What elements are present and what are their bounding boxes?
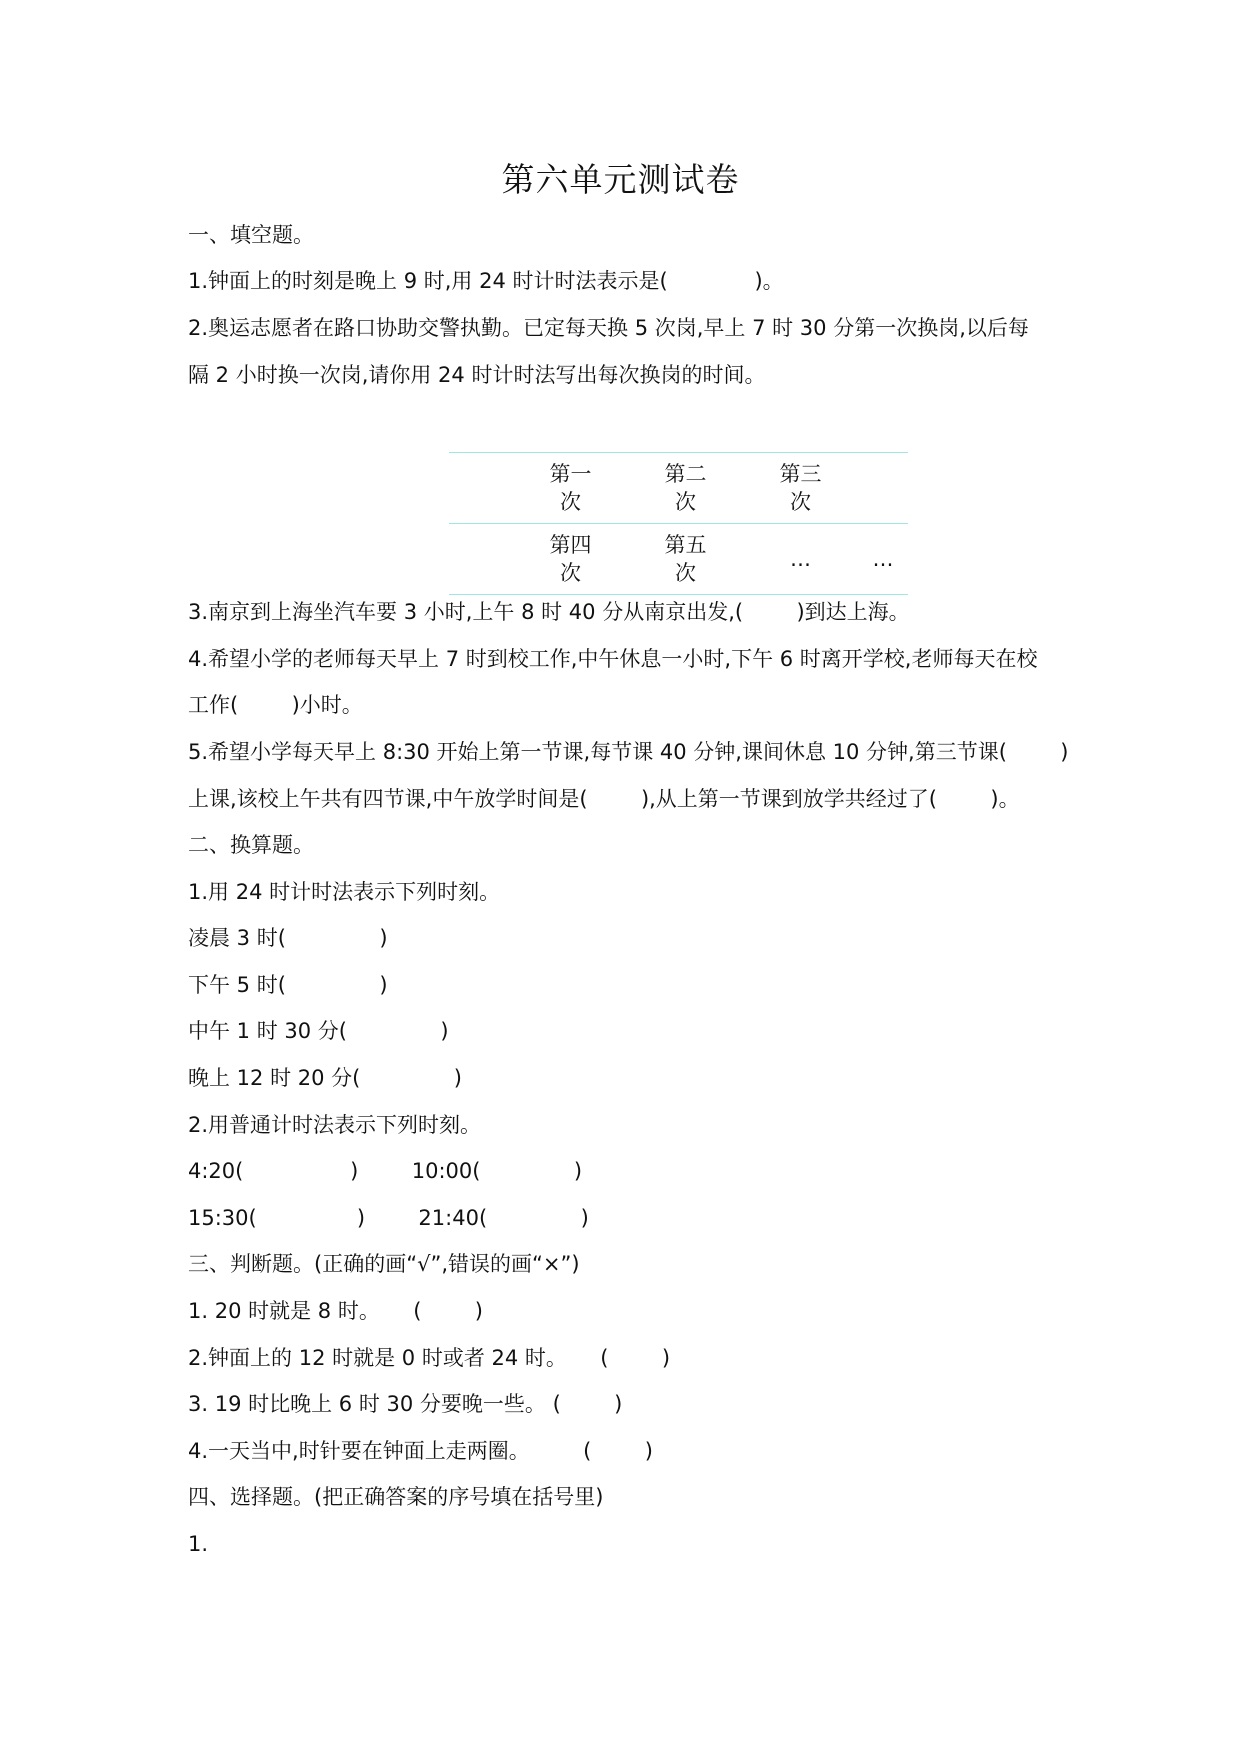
table-cell	[858, 453, 908, 524]
question-text: 隔 2 小时换一次岗,请你用 24 时计时法写出每次换岗的时间。	[188, 363, 766, 387]
section-heading: 四、选择题。(把正确答案的序号填在括号里)	[188, 1485, 604, 1509]
table-cell	[449, 524, 513, 595]
question-text: 1. 20 时就是 8 时。 ( )	[188, 1299, 483, 1323]
table-cell: 第二 次	[628, 453, 743, 524]
page-title: 第六单元测试卷	[501, 160, 740, 199]
question-text: 4.一天当中,时针要在钟面上走两圈。 ( )	[188, 1439, 653, 1463]
question-text: 凌晨 3 时( )	[188, 926, 388, 950]
question-text: 3. 19 时比晚上 6 时 30 分要晚一些。 ( )	[188, 1392, 623, 1416]
question-text: 2.用普通计时法表示下列时刻。	[188, 1113, 482, 1137]
question-text: 15:30( ) 21:40( )	[188, 1206, 589, 1230]
shift-time-table	[449, 452, 908, 595]
question-text: 上课,该校上午共有四节课,中午放学时间是( ),从上第一节课到放学共经过了( )。	[188, 787, 1020, 811]
table-cell: 第三 次	[743, 453, 858, 524]
table-cell: …	[743, 524, 858, 595]
table-cell	[449, 453, 513, 524]
section-heading: 二、换算题。	[188, 833, 314, 857]
question-text: 2.钟面上的 12 时就是 0 时或者 24 时。 ( )	[188, 1346, 671, 1370]
section-heading: 三、判断题。(正确的画“√”,错误的画“×”)	[188, 1252, 580, 1276]
question-text: 1.用 24 时计时法表示下列时刻。	[188, 880, 501, 904]
question-text: 中午 1 时 30 分( )	[188, 1019, 449, 1043]
question-text: 5.希望小学每天早上 8:30 开始上第一节课,每节课 40 分钟,课间休息 10 分钟,第三节课( )	[188, 740, 1069, 764]
table-row	[449, 524, 908, 595]
question-text: 下午 5 时( )	[188, 973, 388, 997]
question-text: 4.希望小学的老师每天早上 7 时到校工作,中午休息一小时,下午 6 时离开学校,老师每天在校	[188, 647, 1038, 671]
table-cell: 第五 次	[628, 524, 743, 595]
table-row	[449, 453, 908, 524]
question-text: 工作( )小时。	[188, 693, 363, 717]
table-cell: …	[858, 524, 908, 595]
table-cell: 第一 次	[513, 453, 628, 524]
question-text: 2.奥运志愿者在路口协助交警执勤。已定每天换 5 次岗,早上 7 时 30 分第一次换岗,以后每	[188, 316, 1029, 340]
question-text: 3.南京到上海坐汽车要 3 小时,上午 8 时 40 分从南京出发,( )到达上海。	[188, 600, 910, 624]
section-heading: 一、填空题。	[188, 223, 314, 247]
table-cell: 第四 次	[513, 524, 628, 595]
question-text: 晚上 12 时 20 分( )	[188, 1066, 462, 1090]
question-text: 4:20( ) 10:00( )	[188, 1159, 583, 1183]
question-text: 1.	[188, 1532, 209, 1556]
question-text: 1.钟面上的时刻是晚上 9 时,用 24 时计时法表示是( )。	[188, 269, 784, 293]
